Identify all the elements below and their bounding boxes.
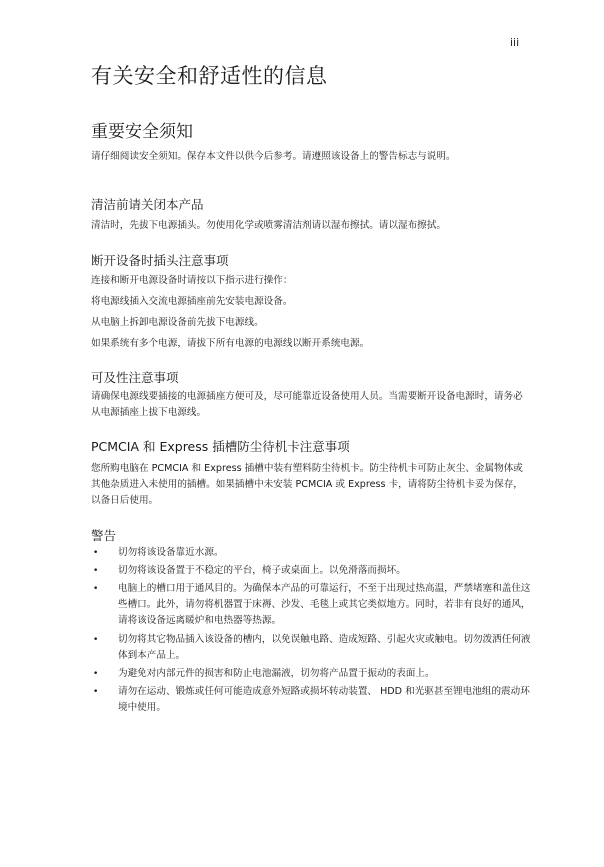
unplug-line: 如果系统有多个电源，请拔下所有电源的电源线以断开系统电源。: [91, 338, 370, 349]
warning-item-text: 切勿将该设备置于不稳定的平台，椅子或桌面上。以免滑落而损坏。: [118, 565, 406, 577]
warning-item-text: 电脑上的槽口用于通风目的。为确保本产品的可靠运行，不至于出现过热高温，严禁堵塞和盖住这些槽口。此外，请勿将机器置于床褥、沙发、毛毯上或其它类似地方。同时，若非有良好的通风，请将该设备远离暖炉和电热器等热源。: [118, 583, 531, 627]
warning-heading: 警告: [91, 528, 117, 543]
bullet-icon: •: [93, 634, 99, 645]
accessibility-paragraph: 请确保电源线要插接的电源插座方便可及，尽可能靠近设备使用人员。当需要断开设备电源时，请务必从电源插座上拔下电源线。: [91, 391, 523, 418]
warning-item: [91, 666, 531, 682]
accessibility-heading: 可及性注意事项: [91, 370, 179, 385]
warning-item-text: 为避免对内部元件的损害和防止电池漏液，切勿将产品置于振动的表面上。: [118, 667, 435, 679]
bullet-icon: •: [93, 566, 99, 577]
cleaning-paragraph: 清洁时，先拔下电源插头。勿使用化学或喷雾清洁剂请以湿布擦拭。请以湿布擦拭。: [91, 220, 446, 231]
section-title: 重要安全须知: [91, 122, 193, 142]
document-title: 有关安全和舒适性的信息: [91, 64, 328, 88]
warning-item-text: 请勿在运动、锻炼或任何可能造成意外短路或损坏转动装置、 HDD 和光驱甚至锂电池组的震动环境中使用。: [118, 685, 530, 713]
warning-list: [91, 545, 531, 718]
unplug-line: 连接和断开电源设备时请按以下指示进行操作：: [91, 275, 293, 286]
warning-item: [91, 684, 531, 716]
warning-item: [91, 632, 531, 664]
pcmcia-paragraph: 您所购电脑在 PCMCIA 和 Express 插槽中装有塑料防尘待机卡。防尘待机卡可防止灰尘、金属物体或其他杂质进入未使用的插槽。如果插槽中未安装 PCMCIA 或 Express 卡，请将防尘待机卡妥为保存，以备日后使用。: [91, 463, 523, 506]
unplug-line: 将电源线插入交流电源插座前先安装电源设备。: [91, 296, 293, 307]
bullet-icon: •: [93, 584, 99, 595]
bullet-icon: •: [93, 686, 99, 697]
pcmcia-heading: PCMCIA 和 Express 插槽防尘待机卡注意事项: [91, 439, 350, 454]
warning-item-text: 切勿将其它物品插入该设备的槽内，以免误触电路、造成短路、引起火灾或触电。切勿泼洒任何液体到本产品上。: [118, 633, 531, 661]
warning-item-text: 切勿将该设备靠近水源。: [118, 547, 224, 558]
unplug-heading: 断开设备时插头注意事项: [91, 253, 229, 268]
unplug-line: 从电脑上拆卸电源设备前先拔下电源线。: [91, 317, 264, 328]
warning-item: [91, 545, 531, 561]
bullet-icon: •: [93, 668, 99, 679]
warning-item: [91, 563, 531, 579]
warning-item: [91, 581, 531, 629]
bullet-icon: •: [93, 548, 99, 558]
page-number: iii: [510, 36, 520, 49]
intro-paragraph: 请仔细阅读安全须知。保存本文件以供今后参考。请遵照该设备上的警告标志与说明。: [91, 151, 456, 162]
cleaning-heading: 清洁前请关闭本产品: [91, 197, 204, 212]
